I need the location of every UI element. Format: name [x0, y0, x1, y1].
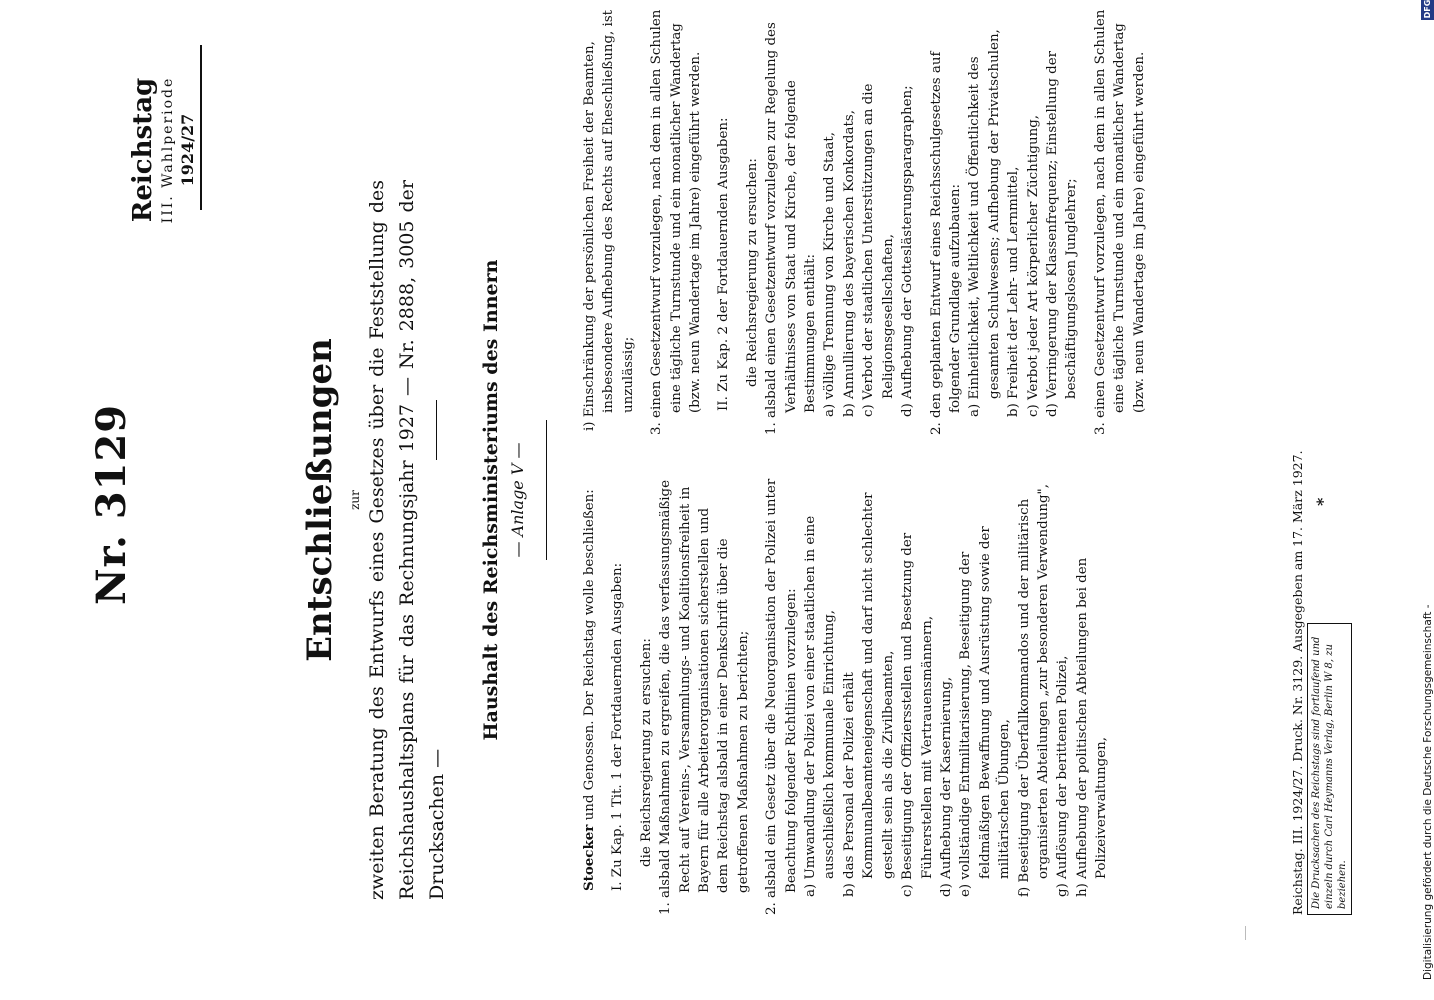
left-item-1: 1. alsbald Maßnahmen zu ergreifen, die das verfassungsmäßige Recht auf Vereins-, Versammlungs- und Koalitionsfreiheit in Bayern für alle Arbeiterorganisationen sicherstellen und dem Reichstag alsbald in einer Denkschrift über die getroffenen Maßnahmen zu berichten;	[658, 479, 751, 915]
dfg-logo: DFG	[1421, 0, 1434, 20]
subtitle: zweiten Beratung des Entwurfs eines Gesetzes über die Feststellung des Reichshaushaltsplans für das Rechnungsjahr 1927 — Nr. 2888, 3005 der Drucksachen —	[366, 180, 448, 900]
right-subitem: d) Verringerung der Klassenfrequenz; Einstellung der beschäftigungslosen Junglehrer;	[1044, 50, 1080, 417]
section-heading: Haushalt des Reichsministeriums des Innern	[480, 259, 502, 741]
left-subitem: e) vollständige Entmilitarisierung, Beseitigung der feldmäßigen Bewaffnung und Ausrüstung sowie der militärischen Übungen,	[958, 526, 1013, 897]
header-rule	[200, 45, 202, 210]
footer-imprint: Reichstag. III. 1924/27. Druck. Nr. 3129. Ausgegeben am 17. März 1927.	[1290, 450, 1305, 915]
left-lead: die Reichsregierung zu ersuchen:	[638, 638, 654, 867]
left-subitem: h) Aufhebung der politischen Abteilungen bei den Polizeiverwaltungen,	[1074, 557, 1110, 897]
right-subitem: b) Freiheit der Lehr- und Lernmittel,	[1006, 166, 1022, 417]
right-item-1: 1. alsbald einen Gesetzentwurf vorzulegen zur Regelung des Verhältnisses von Staat und Kirche, der folgende Bestimmungen enthält:	[764, 22, 819, 435]
left-subitem: b) das Personal der Polizei erhält Kommunalbeamteneigenschaft und darf nicht schlechter gestellt sein als die Zivilbeamten,	[841, 492, 896, 897]
left-heading: I. Zu Kap. 1 Tit. 1 der Fortdauernden Ausgaben:	[610, 562, 626, 891]
reichstag-block	[128, 50, 198, 250]
left-subitem: d) Aufhebung der Kasernierung,	[938, 676, 954, 897]
document-number: Nr. 3129	[88, 403, 135, 605]
right-subitem: b) Annullierung des bayerischen Konkordats,	[841, 110, 857, 417]
left-subitem: f) Beseitigung der Überfallkommandos und der militärisch organisierten Abteilungen „zur besonderen Verwendung",	[1016, 484, 1051, 897]
left-item-2: 2. alsbald ein Gesetz über die Neuorganisation der Polizei unter Beachtung folgender Richtlinien vorzulegen:	[764, 478, 799, 915]
left-subitem: g) Auflösung der berittenen Polizei,	[1055, 655, 1071, 897]
intro-text: und Genossen. Der Reichstag wolle beschließen:	[582, 489, 597, 821]
intro-name: Stoecker	[581, 824, 597, 891]
digitization-credit-text: Digitalisierung gefördert durch die Deutsche Forschungsgemeinschaft -	[1422, 604, 1434, 980]
right-subitem: a) Einheitlichkeit, Weltlichkeit und Öffentlichkeit des gesamten Schulwesens; Aufhebung der Privatschulen,	[967, 29, 1002, 417]
years-label: 1924/27	[178, 113, 197, 187]
right-item-3b: 3. einen Gesetzentwurf vorzulegen, nach dem in allen Schulen eine tägliche Turnstunde und ein monatlicher Wandertag (bzw. neun Wandertage im Jahre) eingeführt werden.	[1092, 9, 1147, 435]
scan-mark	[1245, 926, 1246, 940]
period-label: III. Wahlperiode	[160, 76, 176, 224]
page-title: Entschließungen	[300, 338, 340, 662]
left-subitem: a) Umwandlung der Polizei von einer staatlichen in eine ausschließlich kommunale Einrichtung,	[803, 515, 838, 897]
right-subitem-i: i) Einschränkung der persönlichen Freiheit der Beamten, insbesondere Aufhebung des Rechts auf Eheschließung, ist unzulässig;	[582, 9, 636, 431]
asterisk-mark: *	[1313, 497, 1332, 506]
footer-notice-box: Die Drucksachen des Reichstags sind fortlaufend und einzeln durch Carl Heymanns Verlag, Berlin W 8, zu beziehen.	[1307, 623, 1352, 915]
reichstag-label: Reichstag	[128, 77, 158, 223]
right-subitem: a) völlige Trennung von Kirche und Staat,	[822, 131, 838, 417]
right-subitem: d) Aufhebung der Gotteslästerungsparagraphen;	[900, 85, 916, 417]
anlage-label: — Anlage V —	[508, 442, 527, 558]
zur-label: zur	[348, 490, 362, 510]
right-subitem: c) Verbot der staatlichen Unterstützungen an die Religionsgesellschaften,	[861, 83, 896, 417]
right-item-2: 2. den geplanten Entwurf eines Reichsschulgesetzes auf folgender Grundlage aufzubauen:	[928, 51, 963, 435]
anlage-rule	[546, 420, 547, 560]
right-item-3: 3. einen Gesetzentwurf vorzulegen, nach dem in allen Schulen eine tägliche Turnstunde und ein monatlicher Wandertag (bzw. neun Wandertage im Jahre) eingeführt werden.	[649, 9, 704, 435]
right-subitem: c) Verbot jeder Art körperlicher Züchtigung,	[1025, 114, 1041, 417]
subtitle-rule	[436, 400, 437, 460]
digitization-credit	[1422, 0, 1434, 990]
right-heading: II. Zu Kap. 2 der Fortdauernden Ausgaben:	[716, 117, 732, 411]
left-subitem: c) Beseitigung der Offiziersstellen und Besetzung der Führerstellen mit Vertrauensmännern,	[900, 532, 935, 897]
right-column	[580, 0, 1149, 435]
intro-paragraph	[580, 475, 599, 915]
right-lead: die Reichsregierung zu ersuchen:	[744, 158, 760, 387]
left-column	[580, 475, 1112, 915]
